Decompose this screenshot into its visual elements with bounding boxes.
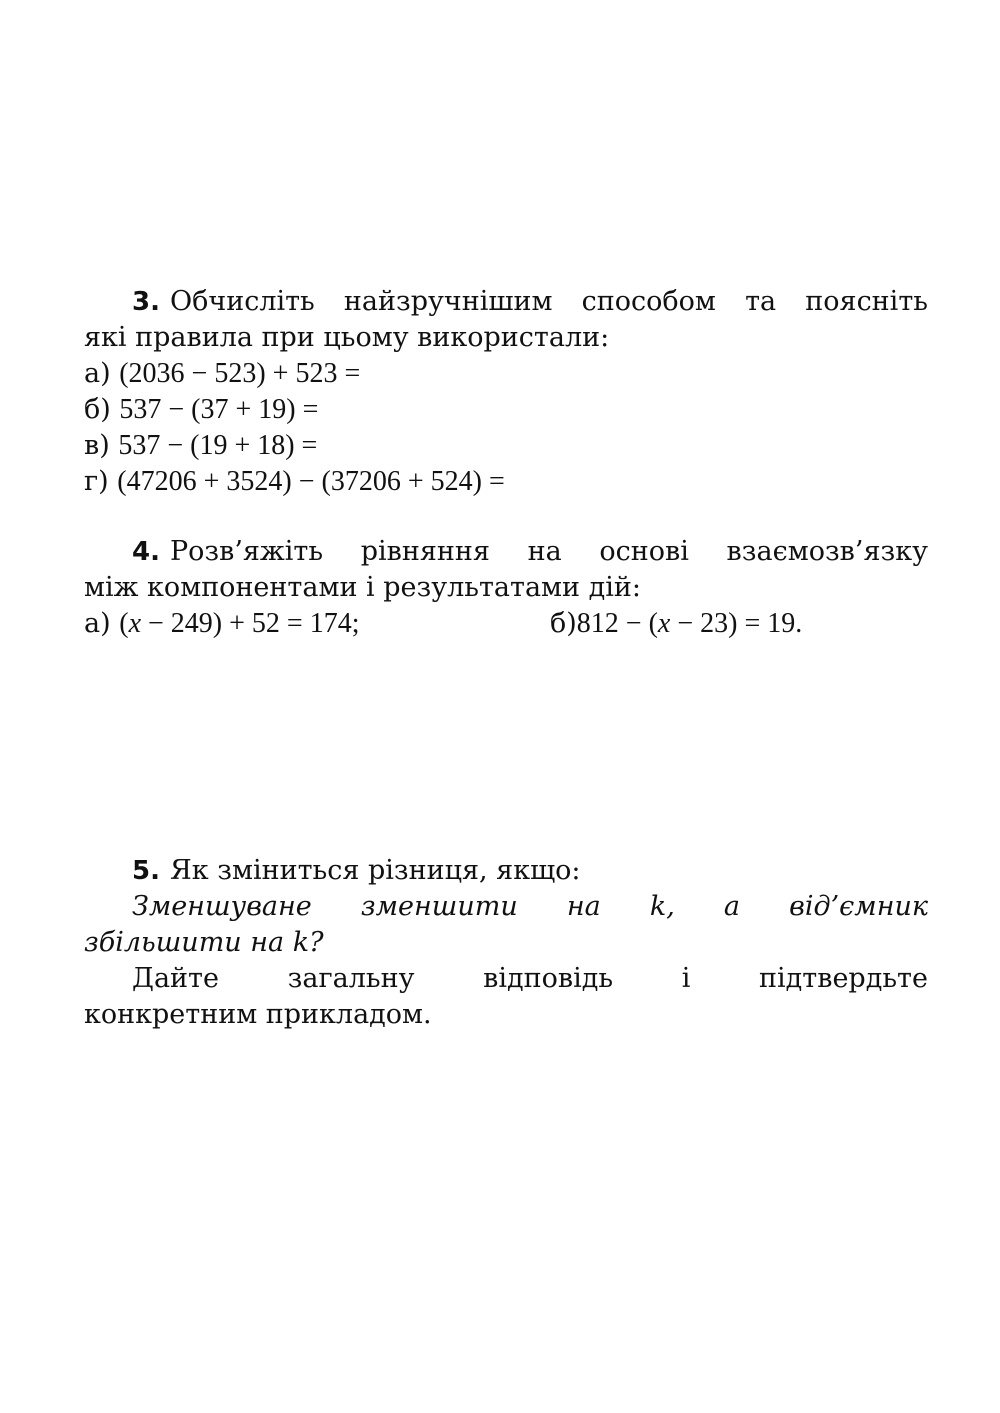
variable-x: x bbox=[657, 608, 671, 639]
item-label: б) bbox=[84, 394, 111, 425]
task-3 bbox=[84, 284, 928, 500]
item-expression: (2036 − 523) + 523 = bbox=[119, 358, 361, 389]
equation-label: а) bbox=[84, 608, 111, 639]
task-3-number: 3. bbox=[132, 287, 160, 317]
instruction-word: підтвердьте bbox=[759, 963, 928, 994]
task-4-word: взаємозв’язку bbox=[726, 536, 928, 567]
item-expression: 537 − (19 + 18) = bbox=[118, 430, 318, 461]
expr-part: 812 − ( bbox=[576, 608, 658, 639]
instruction-word: відповідь bbox=[483, 963, 614, 994]
task-4-equations bbox=[84, 606, 928, 642]
task-4-prompt-line-2: між компонентами і результатами дій: bbox=[84, 572, 641, 603]
task-5-condition-line-2: збільшити на k? bbox=[84, 927, 324, 958]
task-4-word: на bbox=[527, 536, 562, 567]
equation-expression bbox=[119, 608, 359, 639]
task-5-instruction-line-1 bbox=[84, 961, 928, 997]
task-4-word: Розв’яжіть bbox=[169, 536, 324, 567]
item-label: а) bbox=[84, 358, 111, 389]
condition-word: k, bbox=[649, 891, 675, 922]
instruction-word: Дайте bbox=[132, 963, 219, 994]
item-label: г) bbox=[84, 466, 109, 497]
condition-word: зменшити bbox=[360, 891, 518, 922]
expr-part: − 23) = 19. bbox=[670, 608, 803, 639]
task-5-instruction-line-2: конкретним прикладом. bbox=[84, 999, 432, 1030]
instruction-word: загальну bbox=[287, 963, 415, 994]
task-3-prompt-line-2: які правила при цьому використали: bbox=[84, 322, 610, 353]
task-3-item-b bbox=[84, 392, 928, 428]
condition-word: на bbox=[566, 891, 601, 922]
task-3-word: Обчисліть bbox=[169, 286, 315, 317]
task-4-first-word bbox=[132, 534, 323, 570]
item-label: в) bbox=[84, 430, 110, 461]
task-5 bbox=[84, 853, 928, 1033]
equation-b bbox=[550, 606, 802, 642]
equation-a bbox=[84, 608, 359, 639]
item-expression: (47206 + 3524) − (37206 + 524) = bbox=[117, 466, 505, 497]
task-3-word: способом bbox=[581, 286, 716, 317]
task-3-item-c bbox=[84, 428, 928, 464]
instruction-word: і bbox=[681, 963, 691, 994]
equation-label: б) bbox=[550, 608, 577, 639]
expr-part: ( bbox=[119, 608, 129, 639]
task-3-prompt-line-1 bbox=[84, 284, 928, 320]
equation-expression bbox=[577, 608, 802, 639]
condition-word: від’ємник bbox=[789, 891, 928, 922]
task-3-item-a bbox=[84, 356, 928, 392]
expr-part: − 249) + 52 = 174; bbox=[141, 608, 360, 639]
task-3-item-d bbox=[84, 464, 928, 500]
task-5-question bbox=[84, 853, 928, 889]
task-4 bbox=[84, 534, 928, 642]
item-expression: 537 − (37 + 19) = bbox=[119, 394, 319, 425]
task-5-condition-line-1 bbox=[84, 889, 928, 925]
task-5-question-text: Як зміниться різниця, якщо: bbox=[169, 855, 581, 886]
task-3-word: найзручнішим bbox=[343, 286, 553, 317]
task-4-prompt-line-1 bbox=[84, 534, 928, 570]
condition-word: Зменшуване bbox=[132, 891, 312, 922]
task-5-number: 5. bbox=[132, 856, 160, 886]
task-3-word: поясніть bbox=[805, 286, 928, 317]
task-4-word: рівняння bbox=[360, 536, 490, 567]
variable-x: x bbox=[128, 608, 141, 639]
task-3-first-word bbox=[132, 284, 315, 320]
condition-word: а bbox=[723, 891, 741, 922]
task-3-word: та bbox=[745, 286, 777, 317]
task-4-word: основі bbox=[599, 536, 689, 567]
task-4-number: 4. bbox=[132, 537, 160, 567]
